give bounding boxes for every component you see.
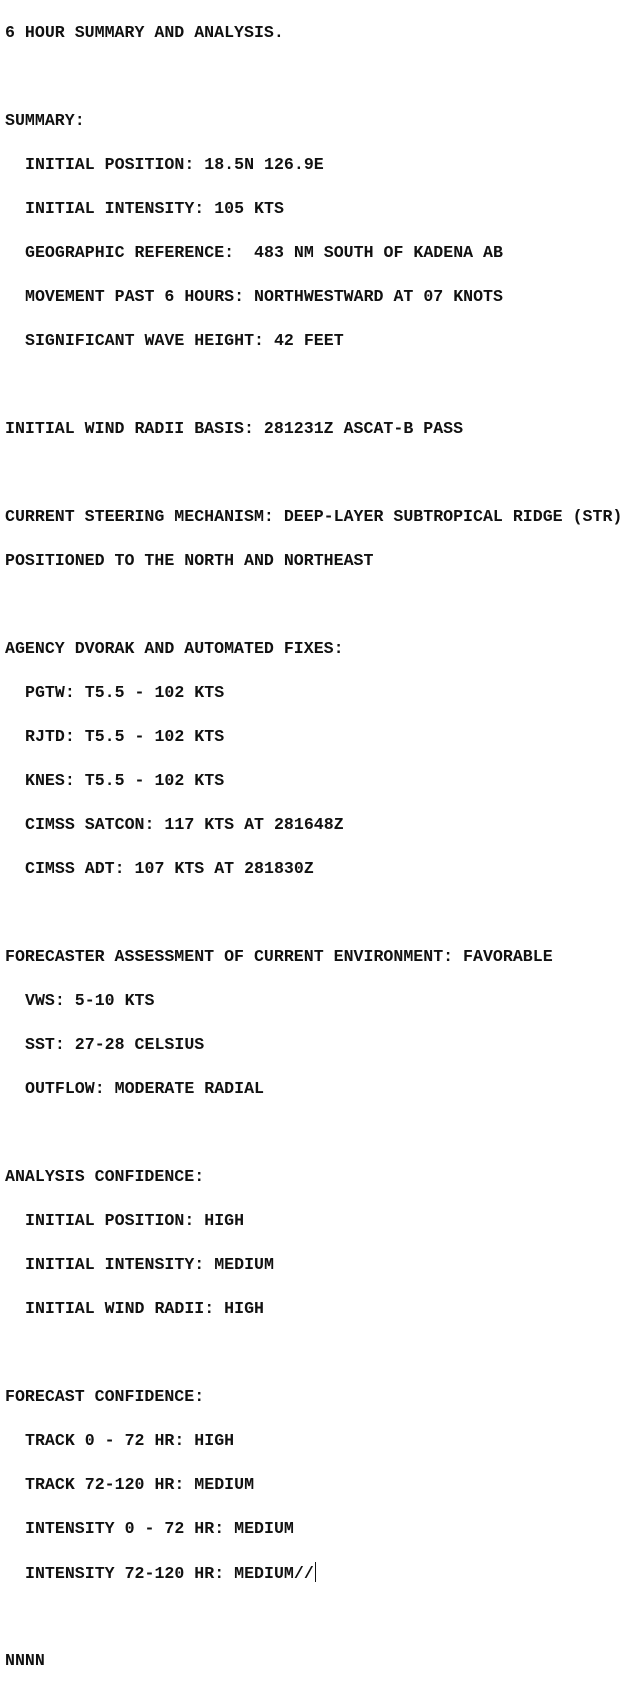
fix-line: RJTD: T5.5 - 102 KTS: [25, 727, 225, 746]
end-marker: NNNN: [5, 1651, 45, 1670]
fix-line: PGTW: T5.5 - 102 KTS: [25, 683, 225, 702]
environment-line: SST: 27-28 CELSIUS: [25, 1035, 205, 1054]
steering-line: POSITIONED TO THE NORTH AND NORTHEAST: [5, 551, 374, 570]
analysis-confidence-heading: ANALYSIS CONFIDENCE:: [5, 1167, 205, 1186]
summary-line: SIGNIFICANT WAVE HEIGHT: 42 FEET: [25, 331, 344, 350]
analysis-confidence-line: INITIAL INTENSITY: MEDIUM: [25, 1255, 274, 1274]
fix-line: KNES: T5.5 - 102 KTS: [25, 771, 225, 790]
forecast-confidence-line: TRACK 0 - 72 HR: HIGH: [25, 1431, 235, 1450]
forecast-confidence-line: INTENSITY 0 - 72 HR: MEDIUM: [25, 1519, 294, 1538]
summary-line: GEOGRAPHIC REFERENCE: 483 NM SOUTH OF KADENA AB: [25, 243, 503, 262]
wind-radii-basis: INITIAL WIND RADII BASIS: 281231Z ASCAT-B PASS: [5, 419, 464, 438]
fix-line: CIMSS ADT: 107 KTS AT 281830Z: [25, 859, 314, 878]
environment-heading: FORECASTER ASSESSMENT OF CURRENT ENVIRONMENT: FAVORABLE: [5, 947, 553, 966]
forecast-confidence-line: TRACK 72-120 HR: MEDIUM: [25, 1475, 255, 1494]
forecast-confidence-line: INTENSITY 72-120 HR: MEDIUM//: [25, 1564, 314, 1583]
summary-line: INITIAL POSITION: 18.5N 126.9E: [25, 155, 324, 174]
text-cursor: [315, 1562, 316, 1582]
fix-line: CIMSS SATCON: 117 KTS AT 281648Z: [25, 815, 344, 834]
steering-line: CURRENT STEERING MECHANISM: DEEP-LAYER SUBTROPICAL RIDGE (STR): [5, 507, 623, 526]
fixes-heading: AGENCY DVORAK AND AUTOMATED FIXES:: [5, 639, 344, 658]
environment-line: OUTFLOW: MODERATE RADIAL: [25, 1079, 264, 1098]
summary-line: MOVEMENT PAST 6 HOURS: NORTHWESTWARD AT 07 KNOTS: [25, 287, 503, 306]
analysis-confidence-line: INITIAL WIND RADII: HIGH: [25, 1299, 264, 1318]
summary-line: INITIAL INTENSITY: 105 KTS: [25, 199, 284, 218]
title: 6 HOUR SUMMARY AND ANALYSIS.: [5, 23, 284, 42]
summary-heading: SUMMARY:: [5, 111, 85, 130]
analysis-confidence-line: INITIAL POSITION: HIGH: [25, 1211, 245, 1230]
forecast-confidence-heading: FORECAST CONFIDENCE:: [5, 1387, 205, 1406]
environment-line: VWS: 5-10 KTS: [25, 991, 155, 1010]
